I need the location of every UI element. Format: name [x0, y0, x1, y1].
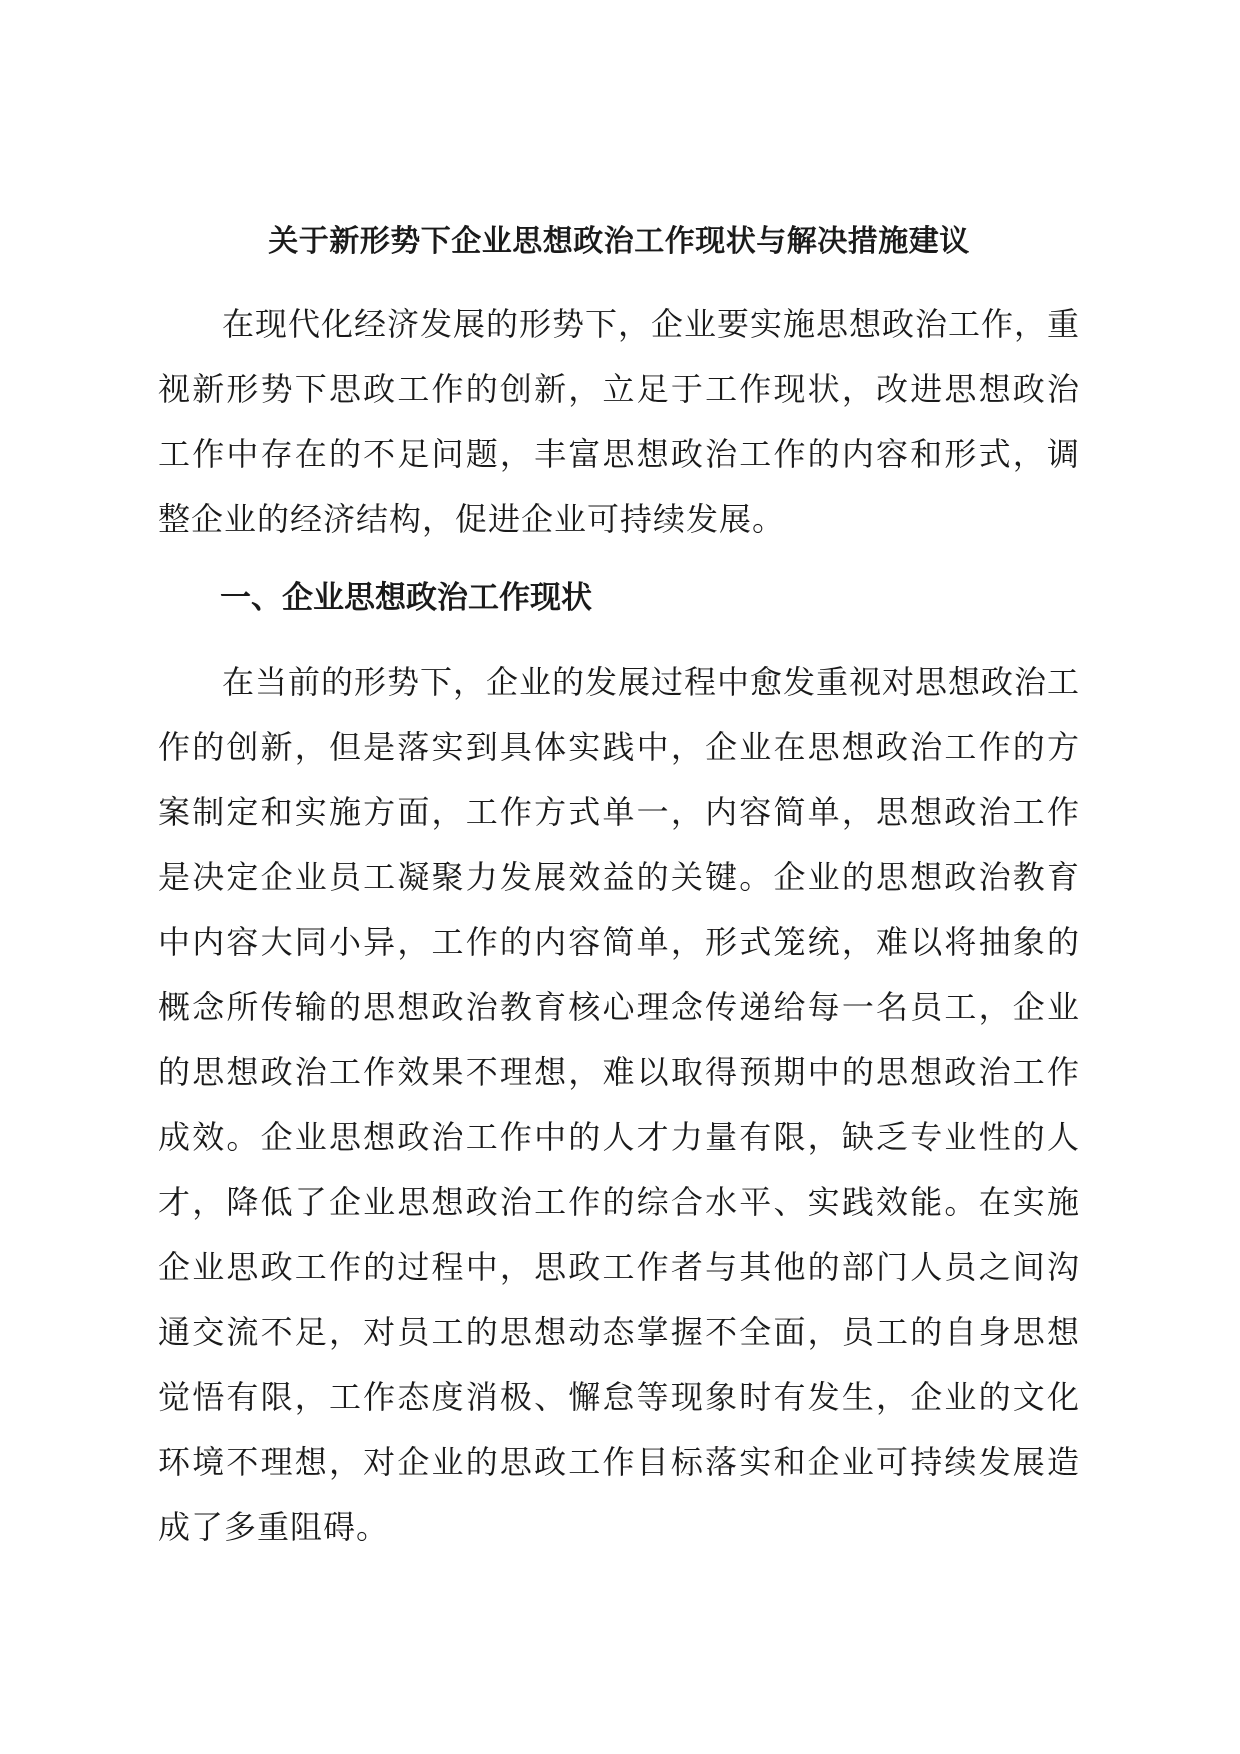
document-body: [158, 214, 1080, 1560]
document-title: 关于新形势下企业思想政治工作现状与解决措施建议: [268, 224, 970, 259]
intro-paragraph: 在现代化经济发展的形势下，企业要实施思想政治工作，重视新形势下思政工作的创新，立足于工作现状，改进思想政治工作中存在的不足问题，丰富思想政治工作的内容和形式，调整企业的经济结构，促进企业可持续发展。: [158, 305, 1081, 538]
section-heading-1: 一、企业思想政治工作现状: [220, 580, 592, 616]
section-paragraph-1: 在当前的形势下，企业的发展过程中愈发重视对思想政治工作的创新，但是落实到具体实践中，企业在思想政治工作的方案制定和实施方面，工作方式单一，内容简单，思想政治工作是决定企业员工凝聚力发展效益的关键。企业的思想政治教育中内容大同小异，工作的内容简单，形式笼统，难以将抽象的概念所传输的思想政治教育核心理念传递给每一名员工，企业的思想政治工作效果不理想，难以取得预期中的思想政治工作成效。企业思想政治工作中的人才力量有限，缺乏专业性的人才，降低了企业思想政治工作的综合水平、实践效能。在实施企业思政工作的过程中，思政工作者与其他的部门人员之间沟通交流不足，对员工的思想动态掌握不全面，员工的自身思想觉悟有限，工作态度消极、懈怠等现象时有发生，企业的文化环境不理想，对企业的思政工作目标落实和企业可持续发展造成了多重阻碍。: [158, 663, 1081, 1546]
